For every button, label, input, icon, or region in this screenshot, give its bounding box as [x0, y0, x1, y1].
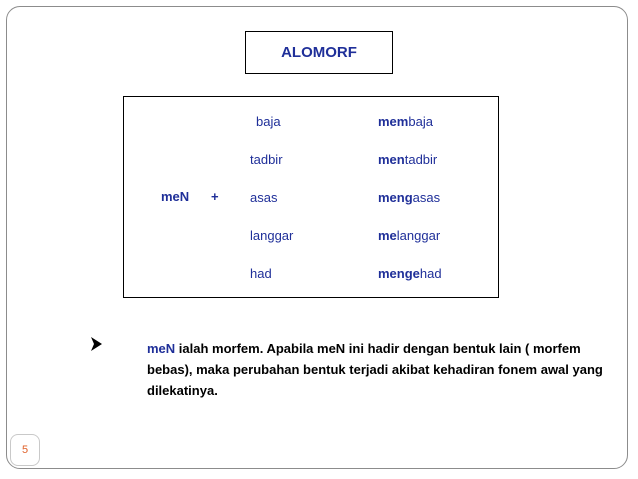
derived-prefix: meng [378, 190, 413, 205]
base-word: tadbir [250, 152, 283, 167]
plus-sign: + [211, 189, 219, 204]
base-word: had [250, 266, 272, 281]
page-number [10, 434, 40, 466]
slide-title [245, 31, 393, 74]
derived-prefix: menge [378, 266, 420, 281]
note-lead-term: meN [147, 341, 176, 356]
prefix-label: meN [161, 189, 190, 204]
page-number-text: 5 [21, 444, 29, 456]
derived-word [378, 266, 442, 281]
note-paragraph [147, 338, 617, 401]
arrow-bullet-icon [90, 336, 103, 352]
derived-word [378, 190, 440, 205]
derived-word [378, 114, 433, 129]
base-word: asas [250, 190, 278, 205]
slide-title-text: ALOMORF [281, 44, 357, 61]
base-word: baja [256, 114, 281, 129]
base-word: langgar [250, 228, 294, 243]
derived-prefix: me [378, 228, 397, 243]
derived-root: had [419, 266, 442, 281]
derived-word [378, 228, 440, 243]
derived-word [378, 152, 437, 167]
derived-prefix: men [378, 152, 405, 167]
derived-prefix: mem [378, 114, 409, 129]
derived-root: tadbir [404, 152, 438, 167]
derived-root: langgar [396, 228, 441, 243]
derived-root: baja [408, 114, 433, 129]
note-text: ialah morfem. Apabila meN ini hadir dengan bentuk lain ( morfem bebas), maka perubahan bentuk terjadi akibat kehadiran fonem awal yang dilekatinya. [147, 341, 603, 398]
derived-root: asas [412, 190, 441, 205]
